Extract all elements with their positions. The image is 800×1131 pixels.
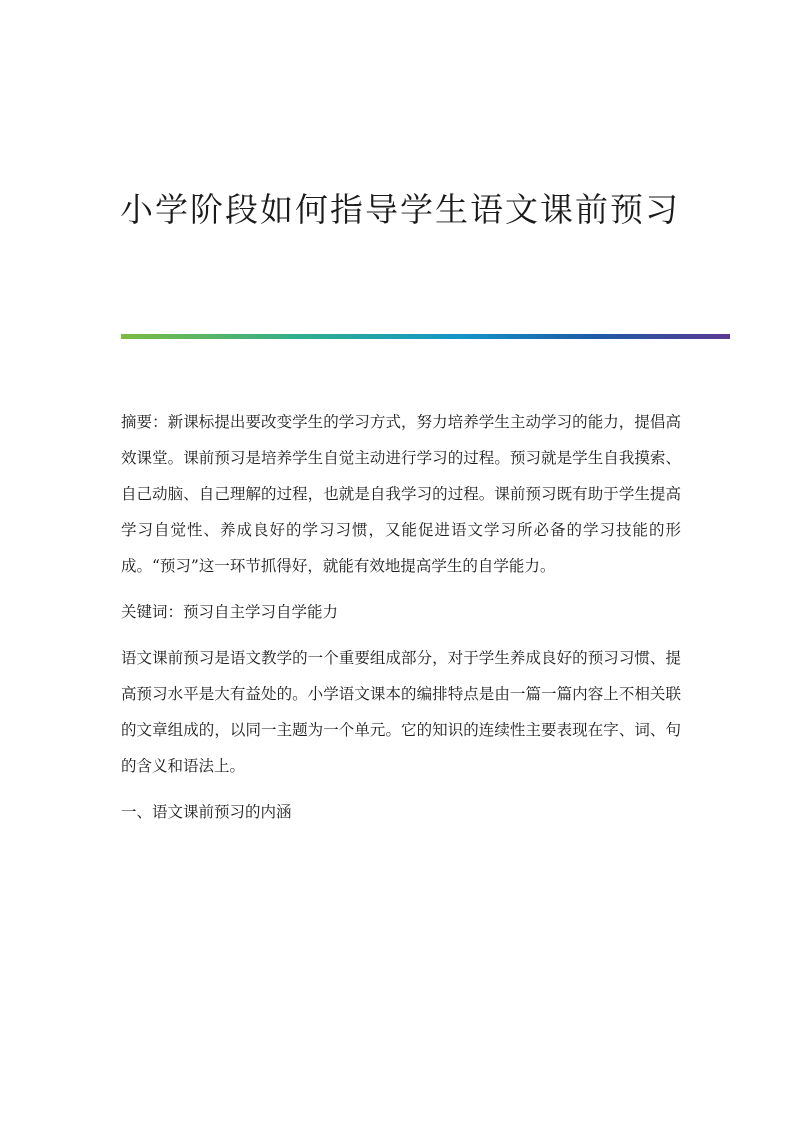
keywords-paragraph: [121, 594, 681, 630]
abstract-label: 摘要：: [121, 413, 168, 431]
document-title: 小学阶段如何指导学生语文课前预习: [120, 190, 680, 229]
abstract-text: 新课标提出要改变学生的学习方式，努力培养学生主动学习的能力，提倡高效课堂。课前预习是培养学生自觉主动进行学习的过程。预习就是学生自我摸索、自己动脑、自己理解的过程，也就是自我学习的过程。课前预习既有助于学生提高学习自觉性、养成良好的学习习惯，又能促进语文学习所必备的学习技能的形成。“预习”这一环节抓得好，就能有效地提高学生的自学能力。: [121, 413, 681, 575]
title-divider: [121, 334, 730, 339]
document-body: [121, 404, 681, 840]
intro-paragraph: 语文课前预习是语文教学的一个重要组成部分，对于学生养成良好的预习习惯、提高预习水平是大有益处的。小学语文课本的编排特点是由一篇一篇内容上不相关联的文章组成的，以同一主题为一个单元。它的知识的连续性主要表现在字、词、句的含义和语法上。: [121, 649, 681, 775]
section-heading: 一、语文课前预习的内涵: [121, 803, 292, 821]
keywords-text: 预习自主学习自学能力: [183, 603, 339, 621]
keywords-label: 关键词：: [121, 603, 184, 621]
abstract-paragraph: [121, 404, 681, 584]
